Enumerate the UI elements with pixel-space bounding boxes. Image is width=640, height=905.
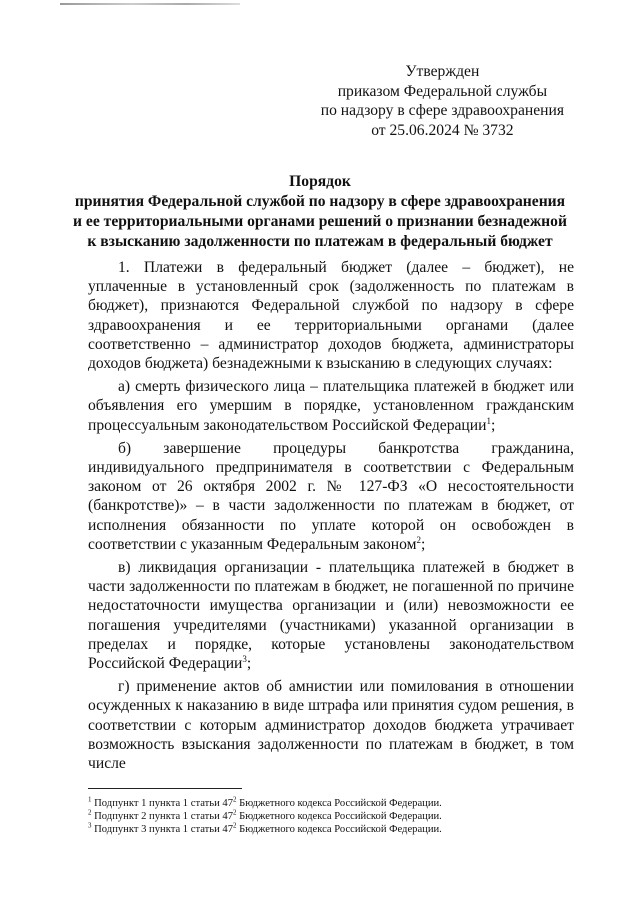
- footnote-text: Подпункт 3 пункта 1 статьи 47: [94, 824, 234, 836]
- footnote-num: 1: [88, 795, 92, 804]
- footnote-num: 3: [88, 821, 92, 830]
- footnote-text-end: Бюджетного кодекса Российской Федерации.: [236, 798, 442, 809]
- footnote-ref-3: 3: [242, 653, 247, 664]
- approval-line-4: от 25.06.2024 № 3732: [371, 121, 514, 139]
- footnote-article-sup: 2: [233, 795, 237, 804]
- paragraph-b: [88, 439, 574, 554]
- footnote-1: [88, 797, 558, 810]
- document-title: [60, 172, 580, 252]
- approval-line-3: по надзору в сфере здравоохранения: [320, 102, 564, 119]
- paragraph-c: [88, 558, 574, 673]
- footnotes: [88, 797, 558, 837]
- title-line-3: и ее территориальными органами решений о признании безнадежной: [73, 213, 567, 230]
- footnote-text: Подпункт 1 пункта 1 статьи 47: [94, 798, 234, 809]
- title-line-2: принятия Федеральной службой по надзору в сфере здравоохранения: [74, 193, 566, 210]
- footnote-text: Подпункт 2 пункта 1 статьи 47: [94, 811, 234, 823]
- paragraph-b-end: ;: [421, 535, 426, 553]
- approval-line-2: приказом Федеральной службы: [337, 82, 548, 100]
- footnote-num: 2: [88, 808, 92, 817]
- footnote-2: [88, 810, 558, 823]
- footnote-article-sup: 2: [233, 821, 237, 830]
- paragraph-c-text: в) ликвидация организации - плательщика платежей в бюджет в части задолженности по платежам в бюджет, не погашенной по причине недостаточности имущества организации и (или) невозможности ее погашения учредителями (участниками) указанной организации в пределах и порядке, которые установлены законодательством Российской Федерации: [88, 559, 574, 673]
- document-body: [88, 258, 574, 777]
- footnote-separator: [88, 788, 242, 789]
- paragraph-1: 1. Платежи в федеральный бюджет (далее – бюджет), не уплаченные в установленный срок (задолженность по платежам в бюджет), признаются Федеральной службой по надзору в сфере здравоохранения и ее территориальными органами (далее соответственно – администратор доходов бюджета, администраторы доходов бюджета) безнадежными к взысканию в следующих случаях:: [88, 259, 574, 373]
- footnote-ref-2: 2: [416, 534, 422, 545]
- footnote-text-end: Бюджетного кодекса Российской Федерации.: [236, 824, 442, 836]
- footnote-ref-1: 1: [486, 415, 491, 426]
- approval-line-1: Утвержден: [405, 63, 480, 80]
- footnote-3: [88, 823, 558, 836]
- paragraph-c-end: ;: [246, 655, 252, 673]
- paragraph-a: [88, 377, 574, 435]
- paragraph-a-end: ;: [490, 416, 496, 434]
- title-line-4: к взысканию задолженности по платежам в федеральный бюджет: [87, 233, 553, 250]
- paragraph-d: г) применение актов об амнистии или помилования в отношении осужденных к наказанию в виде штрафа или принятия судом решения, в соответствии с которым администратор доходов бюджета утрачивает возможность взыскания задолженности по платежам в бюджет, в том числе: [88, 678, 574, 773]
- paragraph-a-text: а) смерть физического лица – плательщика платежей в бюджет или объявления его умершим в порядке, установленном гражданским процессуальным законодательством Российской Федерации: [88, 378, 574, 434]
- footnote-text-end: Бюджетного кодекса Российской Федерации.: [236, 811, 442, 823]
- title-line-1: Порядок: [289, 173, 351, 190]
- paragraph-b-text: б) завершение процедуры банкротства гражданина, индивидуального предпринимателя в соответствии с Федеральным законом от 26 октября 2002 г. № 127-ФЗ «О несостоятельности (банкротстве)» – в части задолженности по платежам в бюджет, от исполнения обязанности по уплате которой он освобожден в соответствии с указанным Федеральным законом: [88, 439, 574, 553]
- approval-block: [321, 62, 564, 140]
- footnote-article-sup: 2: [233, 808, 237, 817]
- scan-artifact-line: [60, 3, 240, 5]
